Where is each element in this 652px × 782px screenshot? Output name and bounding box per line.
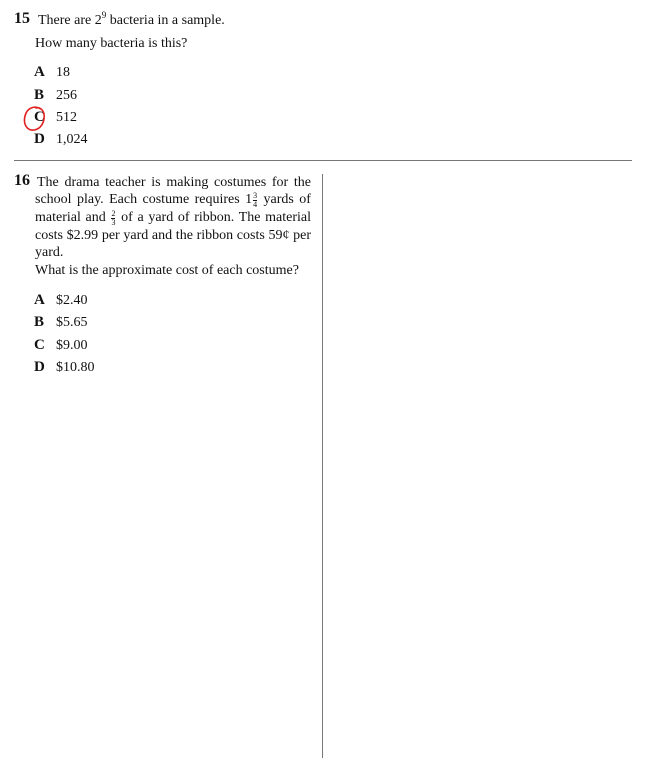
q16-choice-a[interactable] [34, 292, 88, 309]
choice-letter: D [34, 359, 45, 375]
stem-text: yards of [258, 192, 311, 207]
choice-value: $2.40 [56, 293, 88, 308]
question-16-prompt: What is the approximate cost of each costume? [35, 263, 299, 278]
q16-choice-c[interactable] [34, 337, 88, 354]
choice-letter: C [34, 109, 45, 125]
fraction-numerator: 2 [111, 209, 116, 218]
stem-line-3 [35, 209, 311, 227]
column-divider [322, 174, 323, 758]
q16-choice-d[interactable] [34, 359, 95, 376]
stem-text: of a yard of ribbon. The material [116, 210, 312, 225]
fraction-three-quarters [253, 192, 257, 209]
choice-value: $9.00 [56, 338, 88, 353]
choice-value: $5.65 [56, 315, 88, 330]
q15-choice-d[interactable] [34, 131, 88, 148]
fraction-denominator: 3 [111, 218, 116, 227]
choice-letter: B [34, 314, 45, 330]
stem-text: material and [35, 210, 111, 225]
fraction-denominator: 4 [253, 200, 258, 209]
q15-choice-a[interactable] [34, 64, 70, 81]
choice-value: 256 [56, 88, 77, 103]
choice-value: 512 [56, 110, 77, 125]
handwritten-circle-mark [20, 104, 54, 134]
stem-text: school play. Each costume requires 1 [35, 192, 253, 207]
choice-letter: D [34, 131, 45, 147]
choice-letter: C [34, 337, 45, 353]
stem-line-1: The drama teacher is making costumes for the [37, 175, 311, 190]
q16-choice-b[interactable] [34, 314, 88, 331]
choice-value: 1,024 [56, 132, 88, 147]
choice-letter: A [34, 64, 45, 80]
stem-text: There are 2 [38, 13, 102, 28]
choice-value: $10.80 [56, 360, 95, 375]
q15-choice-b[interactable] [34, 87, 77, 104]
stem-line-5: yard. [35, 245, 64, 260]
question-15-number: 15 [14, 10, 30, 27]
fraction-numerator: 3 [253, 191, 258, 200]
stem-line-4: costs $2.99 per yard and the ribbon costs 59¢ per [35, 228, 311, 243]
choice-letter: B [34, 87, 45, 103]
question-15-stem [38, 12, 225, 29]
fraction-two-thirds [111, 210, 115, 227]
choice-letter: A [34, 292, 45, 308]
question-15-prompt: How many bacteria is this? [35, 36, 188, 51]
question-16-number: 16 [14, 172, 30, 189]
section-divider [14, 160, 632, 161]
stem-line-2 [35, 191, 311, 209]
stem-text-end: bacteria in a sample. [106, 13, 225, 28]
question-16-stem [35, 174, 311, 261]
choice-value: 18 [56, 65, 70, 80]
exponent: 9 [101, 10, 107, 20]
